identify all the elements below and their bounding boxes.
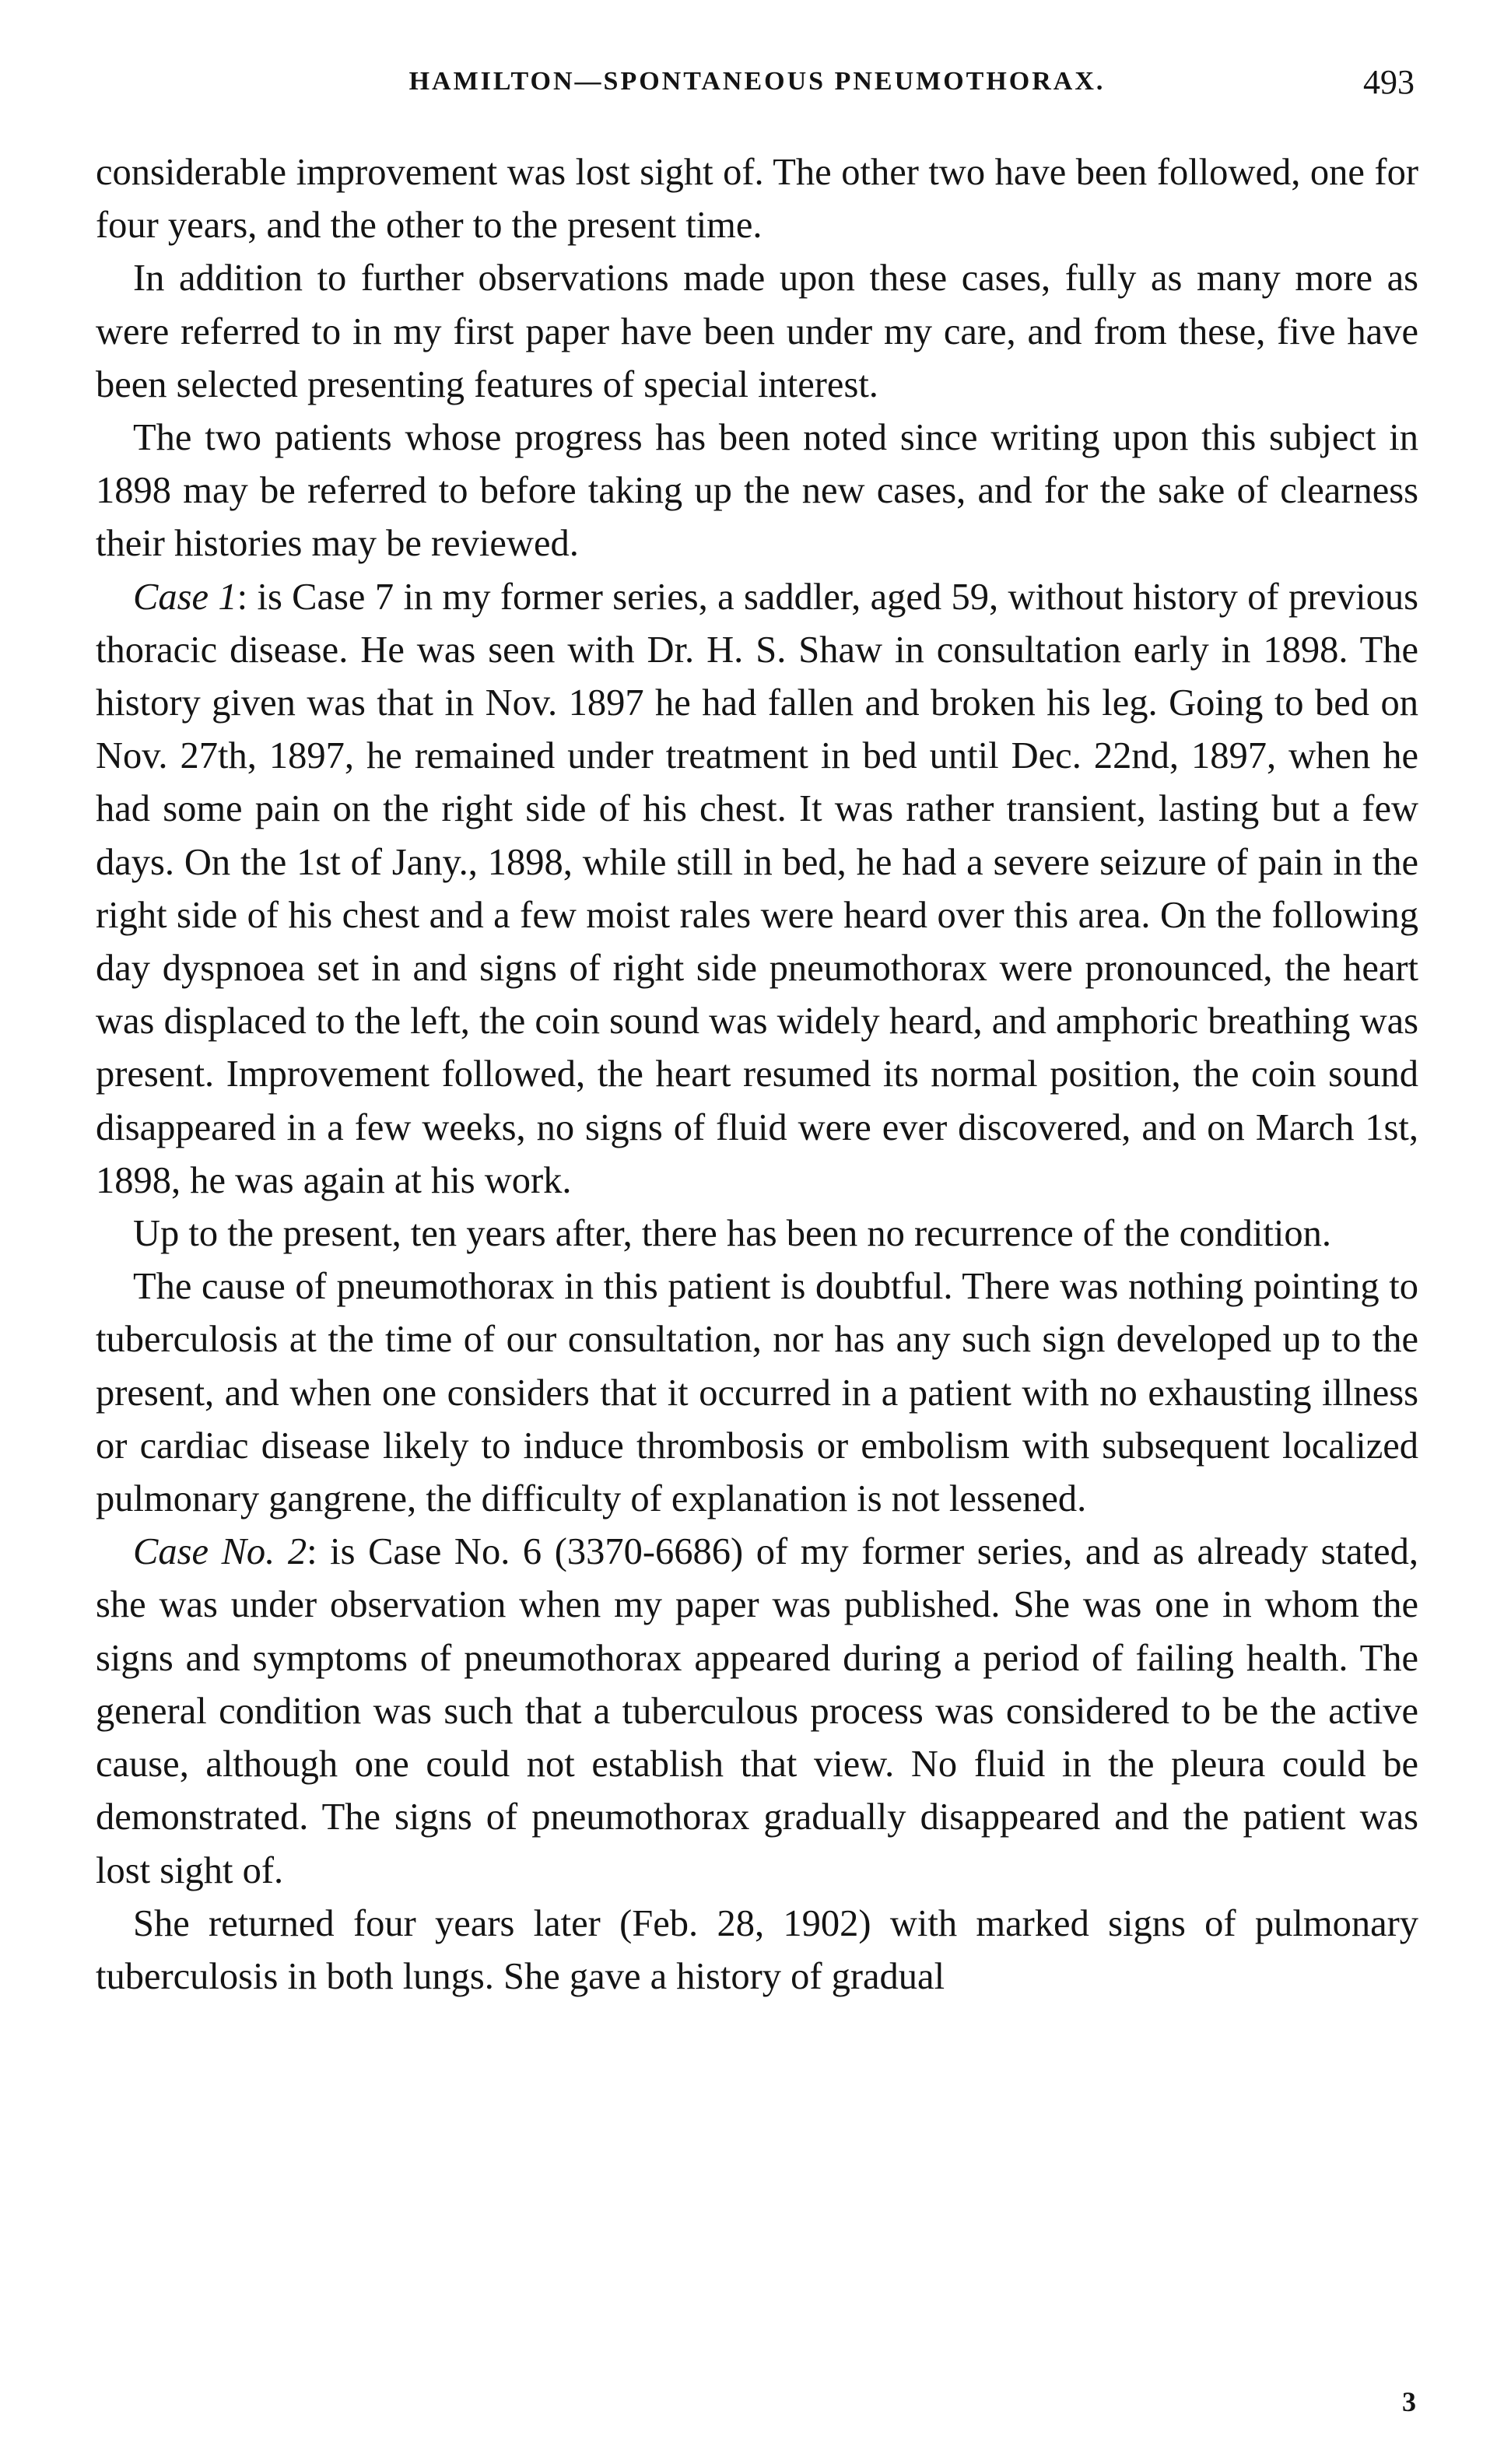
body-text bbox=[96, 146, 1418, 2003]
running-head: HAMILTON—SPONTANEOUS PNEUMOTHORAX. bbox=[408, 67, 1106, 96]
page-number: 493 bbox=[1363, 63, 1415, 101]
paragraph-text: In addition to further observations made upon these cases, fully as many more as were referred to in my first paper have been under my care, and from these, five have been selected presenting features of special interest. bbox=[96, 258, 1418, 405]
paragraph bbox=[96, 571, 1418, 1207]
case-heading: Case 1 bbox=[133, 576, 237, 618]
paragraph-text: : is Case No. 6 (3370-6686) of my former series, and as already stated, she was under observation when my paper was published. She was one in whom the signs and symptoms of pneumothorax appeared during a period of failing health. The general condition was such that a tuberculous process was considered to be the active cause, although one could not establish that view. No fluid in the pleura could be demonstrated. The signs of pneumothorax gradually disappeared and the patient was lost sight of. bbox=[96, 1531, 1418, 1891]
paragraph-text: The cause of pneumothorax in this patient is doubtful. There was nothing pointing to tuberculosis at the time of our consultation, nor has any such sign developed up to the present, and when one considers that it occurred in a patient with no exhausting illness or cardiac disease likely to induce thrombosis or embolism with subsequent localized pulmonary gangrene, the difficulty of explanation is not lessened. bbox=[96, 1266, 1418, 1520]
paragraph-text: : is Case 7 in my former series, a saddler, aged 59, without history of previous thoracic disease. He was seen with Dr. H. S. Shaw in consultation early in 1898. The history given was that in Nov. 1897 he had fallen and broken his leg. Going to bed on Nov. 27th, 1897, he remained under treatment in bed until Dec. 22nd, 1897, when he had some pain on the right side of his chest. It was rather transient, lasting but a few days. On the 1st of Jany., 1898, while still in bed, he had a severe seizure of pain in the right side of his chest and a few moist rales were heard over this area. On the following day dyspnoea set in and signs of right side pneumothorax were pronounced, the heart was displaced to the left, the coin sound was widely heard, and amphoric breathing was present. Improvement followed, the heart resumed its normal position, the coin sound disappeared in a few weeks, no signs of fluid were ever discovered, and on March 1st, 1898, he was again at his work. bbox=[96, 576, 1418, 1201]
paragraph bbox=[96, 1526, 1418, 1897]
page-header bbox=[100, 62, 1415, 109]
paragraph bbox=[96, 252, 1418, 412]
paragraph bbox=[96, 1898, 1418, 2003]
paragraph-text: considerable improvement was lost sight of. The other two have been followed, one for four years, and the other to the present time. bbox=[96, 152, 1418, 247]
case-heading: Case No. 2 bbox=[133, 1531, 307, 1573]
paragraph bbox=[96, 1260, 1418, 1526]
paragraph bbox=[96, 146, 1418, 252]
paragraph-text: The two patients whose progress has been noted since writing upon this subject in 1898 may be referred to before taking up the new cases, and for the sake of clearness their histories may be reviewed. bbox=[96, 417, 1418, 565]
signature-mark: 3 bbox=[1402, 2386, 1416, 2417]
paragraph bbox=[96, 1207, 1418, 1260]
paragraph-text: She returned four years later (Feb. 28, 1902) with marked signs of pulmonary tuberculosis in both lungs. She gave a history of gradual bbox=[96, 1902, 1418, 1997]
paragraph bbox=[96, 412, 1418, 571]
paragraph-text: Up to the present, ten years after, there has been no recurrence of the condition. bbox=[133, 1213, 1331, 1255]
